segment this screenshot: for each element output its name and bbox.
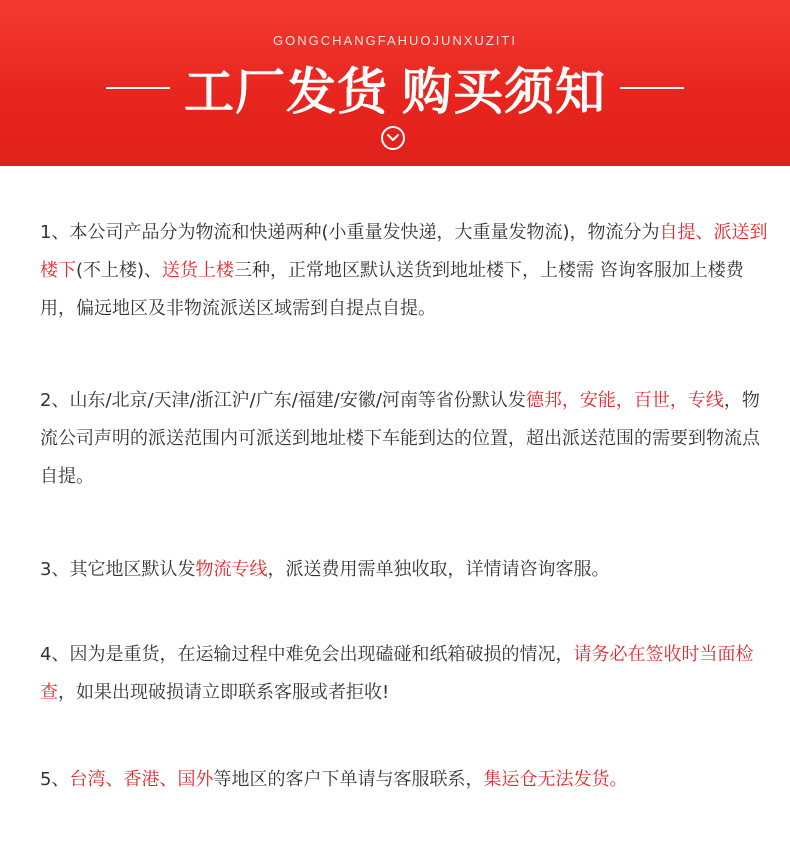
title-left-line [106,87,170,89]
highlight-text: 物流专线 [195,559,268,580]
notice-text: 2、山东/北京/天津/浙江沪/广东/福建/安徽/河南等省份默认发 [40,390,526,411]
title-right-line [620,87,684,89]
notice-item [40,214,770,328]
banner-pinyin: GONGCHANGFAHUOJUNXUZITI [273,33,517,48]
notice-item [40,551,770,589]
notice-item [40,636,770,712]
banner-title-part1: 工厂发货 [184,63,388,121]
notice-item [40,761,770,799]
header-banner [0,0,790,166]
notice-text: 3、其它地区默认发 [40,559,196,580]
notice-text: 三种，正常地区默认送货到地址楼下，上楼需 咨询客服加上楼费用，偏远地区及非物流派送区域需到自提点自提。 [40,260,744,319]
notice-item [40,382,770,496]
highlight-text: 德邦，安能，百世，专线 [525,390,724,411]
notice-text: 4、因为是重货，在运输过程中难免会出现磕碰和纸箱破损的情况， [40,644,574,665]
notice-text: ，如果出现破损请立即联系客服或者拒收! [58,682,390,703]
notice-text: ，派送费用需单独收取，详情请咨询客服。 [267,559,610,580]
highlight-text: 送货上楼 [162,260,235,281]
notice-text: ，物流公司声明的派送范围内可派送到地址楼下车能到达的位置，超出派送范围的需要到物流点自提。 [40,390,760,487]
notice-text: 5、 [40,769,70,790]
notice-text: 1、本公司产品分为物流和快递两种(小重量发快递，大重量发物流)，物流分为 [40,222,660,243]
chevron-down-icon [381,126,405,150]
banner-title-part2: 购买须知 [402,63,606,121]
notice-text: 等地区的客户下单请与客服联系， [213,769,484,790]
highlight-text: 集运仓无法发货。 [483,769,628,790]
highlight-text: 请务必在签收时当面检查 [40,644,754,703]
banner-title [184,52,606,124]
highlight-text: 台湾、香港、国外 [69,769,214,790]
highlight-text: 自提、派送到楼下 [40,222,768,281]
banner-title-row [0,56,790,120]
notice-text: (不上楼)、 [76,260,163,281]
